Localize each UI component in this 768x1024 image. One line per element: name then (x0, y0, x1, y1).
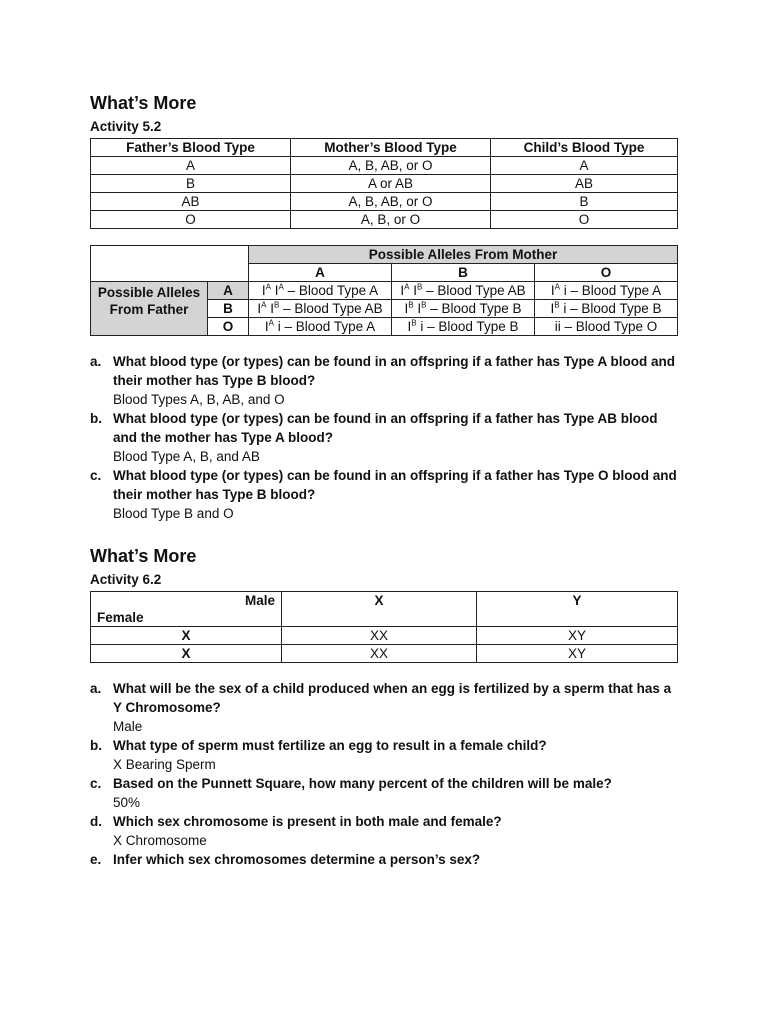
table-cell: A (91, 157, 291, 175)
female-allele-x: X (91, 645, 282, 663)
worksheet-page (90, 92, 680, 869)
female-allele-x: X (91, 627, 282, 645)
table-row (91, 645, 678, 663)
mother-allele-b: B (392, 264, 535, 282)
answer-text: Blood Types A, B, AB, and O (113, 392, 285, 407)
question-text: Based on the Punnett Square, how many percent of the children will be male? (113, 776, 612, 791)
list-item (90, 736, 680, 774)
mother-allele-o: O (535, 264, 678, 282)
table-cell: XX (282, 645, 477, 663)
table-row (91, 282, 678, 300)
mother-alleles-header: Possible Alleles From Mother (249, 246, 678, 264)
question-list (90, 679, 680, 869)
answer-text: X Bearing Sperm (113, 757, 216, 772)
question-text: Infer which sex chromosomes determine a person’s sex? (113, 852, 481, 867)
question-text: Which sex chromosome is present in both male and female? (113, 814, 502, 829)
female-label: Female (97, 610, 144, 625)
answer-text: 50% (113, 795, 141, 810)
question-list (90, 352, 680, 523)
question-letter: d. (90, 814, 102, 829)
table-cell: XX (282, 627, 477, 645)
male-allele-y: Y (477, 592, 678, 627)
question-letter: c. (90, 776, 102, 791)
blood-type-table (90, 138, 678, 229)
header-child: Child’s Blood Type (491, 139, 678, 157)
punnett-square-sex (90, 591, 678, 663)
question-letter: c. (90, 468, 102, 483)
genotype-cell: ii – Blood Type O (535, 318, 678, 336)
list-item (90, 679, 680, 736)
list-item (90, 466, 680, 523)
section-heading: What’s More (90, 93, 197, 113)
male-allele-x: X (282, 592, 477, 627)
father-allele-b: B (208, 300, 249, 318)
genotype-cell: $I^B$ i – Blood Type B (535, 300, 678, 318)
table-cell: A, B, or O (291, 211, 491, 229)
table-cell: O (91, 211, 291, 229)
male-female-corner-cell (91, 592, 282, 627)
table-cell: AB (491, 175, 678, 193)
list-item (90, 774, 680, 812)
question-letter: b. (90, 411, 102, 426)
genotype-cell: $I^A$ $I^B$ – Blood Type AB (392, 282, 535, 300)
empty-corner-cell (91, 246, 249, 282)
father-allele-a: A (208, 282, 249, 300)
table-row (91, 175, 678, 193)
genotype-cell: $I^A$ $I^A$ – Blood Type A (249, 282, 392, 300)
answer-text: X Chromosome (113, 833, 207, 848)
male-label: Male (244, 593, 275, 608)
answer-text: Blood Type A, B, and AB (113, 449, 260, 464)
question-letter: a. (90, 681, 102, 696)
header-father: Father’s Blood Type (91, 139, 291, 157)
genotype-cell: $I^A$ i – Blood Type A (249, 318, 392, 336)
question-text: What blood type (or types) can be found in an offspring if a father has Type O blood and their mother has Type B blood? (113, 468, 677, 502)
table-row (91, 193, 678, 211)
table-cell: A or AB (291, 175, 491, 193)
activity-title: Activity 5.2 (90, 119, 162, 134)
table-header-row (91, 139, 678, 157)
table-cell: B (91, 175, 291, 193)
table-row (91, 627, 678, 645)
list-item (90, 409, 680, 466)
genotype-cell: $I^A$ $I^B$ – Blood Type AB (249, 300, 392, 318)
table-cell: A, B, AB, or O (291, 193, 491, 211)
answer-text: Male (113, 719, 143, 734)
list-item (90, 850, 680, 869)
table-cell: AB (91, 193, 291, 211)
punnett-square-blood (90, 245, 678, 336)
question-text: What type of sperm must fertilize an egg to result in a female child? (113, 738, 547, 753)
list-item (90, 812, 680, 850)
question-letter: a. (90, 354, 102, 369)
table-cell: A (491, 157, 678, 175)
father-alleles-label: Possible Alleles From Father (91, 282, 208, 336)
table-row (91, 211, 678, 229)
question-letter: e. (90, 852, 102, 867)
question-text: What will be the sex of a child produced when an egg is fertilized by a sperm that has a Y Chromosome? (113, 681, 672, 715)
genotype-cell: $I^B$ $I^B$ – Blood Type B (392, 300, 535, 318)
section-heading: What’s More (90, 546, 197, 566)
activity-title: Activity 6.2 (90, 572, 162, 587)
answer-text: Blood Type B and O (113, 506, 234, 521)
table-cell: A, B, AB, or O (291, 157, 491, 175)
genotype-cell: $I^A$ i – Blood Type A (535, 282, 678, 300)
genotype-cell: $I^B$ i – Blood Type B (392, 318, 535, 336)
question-letter: b. (90, 738, 102, 753)
mother-allele-a: A (249, 264, 392, 282)
table-cell: XY (477, 645, 678, 663)
question-text: What blood type (or types) can be found in an offspring if a father has Type A blood and their mother has Type B blood? (113, 354, 676, 388)
table-cell: B (491, 193, 678, 211)
table-row (91, 157, 678, 175)
father-allele-o: O (208, 318, 249, 336)
table-cell: XY (477, 627, 678, 645)
question-text: What blood type (or types) can be found in an offspring if a father has Type AB blood and the mother has Type A blood? (113, 411, 658, 445)
table-cell: O (491, 211, 678, 229)
list-item (90, 352, 680, 409)
header-mother: Mother’s Blood Type (291, 139, 491, 157)
